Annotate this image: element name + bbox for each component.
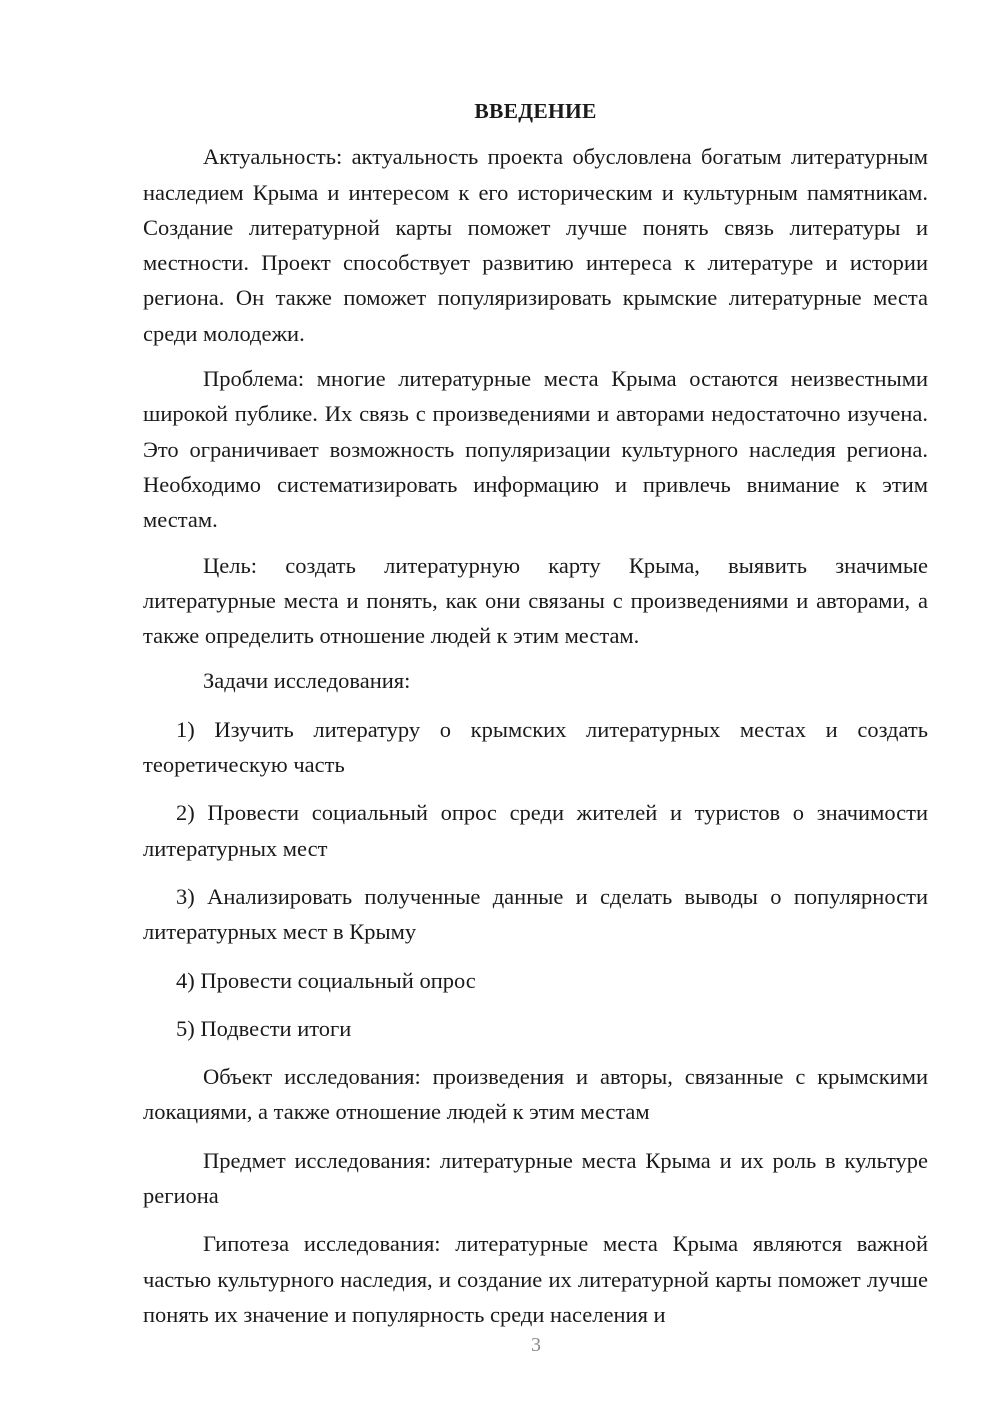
task-item-1: 1) Изучить литературу о крымских литературных местах и создать теоретическую часть [143, 716, 928, 778]
page-number: 3 [531, 1334, 541, 1356]
paragraph-tasks-intro: Задачи исследования: [203, 668, 411, 694]
task-item-5: 5) Подвести итоги [176, 1015, 352, 1041]
task-item-3: 3) Анализировать полученные данные и сделать выводы о популярности литературных мест в Крыму [143, 883, 928, 945]
paragraph-subject: Предмет исследования: литературные места Крыма и их роль в культуре региона [143, 1147, 928, 1209]
paragraph-problem: Проблема: многие литературные места Крыма остаются неизвестными широкой публике. Их связь с произведениями и авторами недостаточно изучена. Это ограничивает возможность популяризации культурного наследия региона. Необходимо систематизировать информацию и привлечь внимание к этим местам. [143, 366, 928, 533]
section-heading: ВВЕДЕНИЕ [474, 99, 597, 123]
task-item-4: 4) Провести социальный опрос [176, 967, 476, 993]
task-item-2: 2) Провести социальный опрос среди жителей и туристов о значимости литературных мест [143, 800, 928, 861]
paragraph-object: Объект исследования: произведения и авторы, связанные с крымскими локациями, а также отношение людей к этим местам [143, 1064, 928, 1125]
document-body [143, 94, 928, 1332]
paragraph-hypothesis: Гипотеза исследования: литературные места Крыма являются важной частью культурного наследия, и создание их литературной карты поможет лучше понять их значение и популярность среди населения и [143, 1231, 928, 1327]
paragraph-relevance: Актуальность: актуальность проекта обусловлена богатым литературным наследием Крыма и интересом к его историческим и культурным памятникам. Создание литературной карты поможет лучше понять связь литературы и местности. Проект способствует развитию интереса к литературе и истории региона. Он также поможет популяризировать крымские литературные места среди молодежи. [143, 144, 928, 346]
paragraph-goal: Цель: создать литературную карту Крыма, выявить значимые литературные места и понять, как они связаны с произведениями и авторами, а также определить отношение людей к этим местам. [143, 552, 928, 649]
